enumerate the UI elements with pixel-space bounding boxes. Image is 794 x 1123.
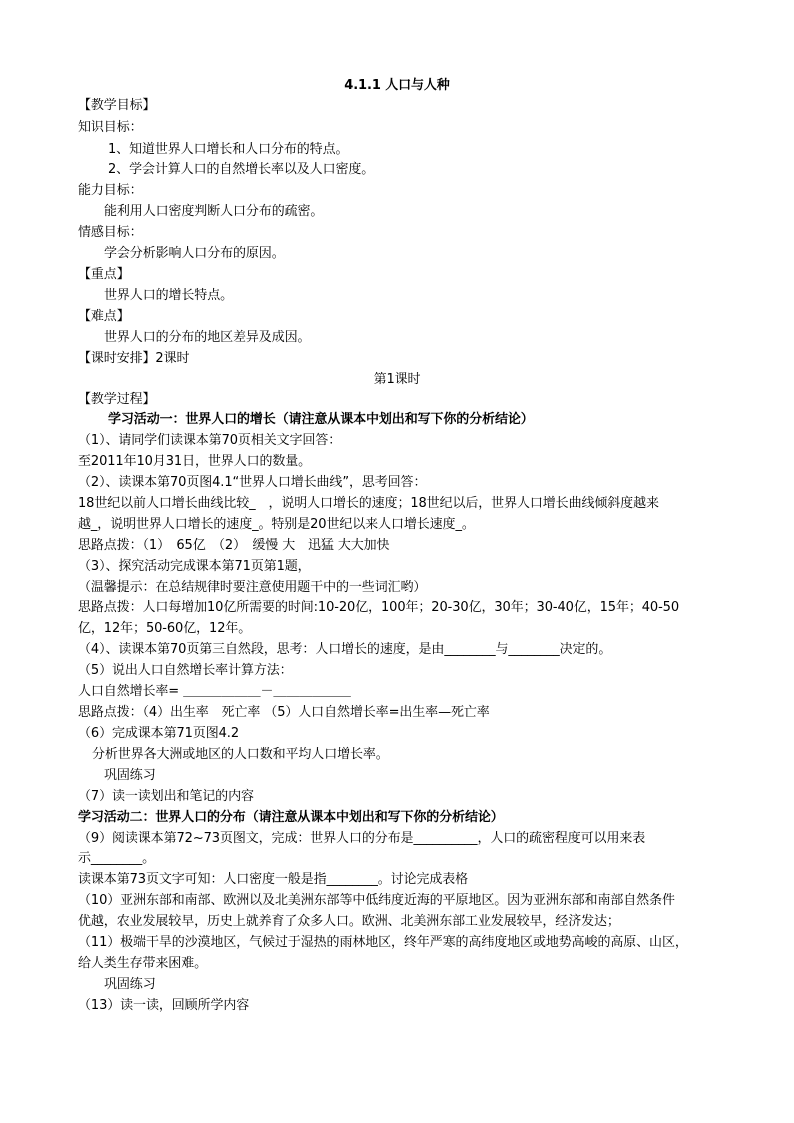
text-line: （2）、读课本第70页图4.1“世界人口增长曲线”，思考回答：	[78, 475, 427, 490]
text-line: 思路点拨：人口每增加10亿所需要的时间:10-20亿，100年；20-30亿，30年；30-40亿，15年；40-50	[78, 600, 680, 615]
text-line: 学会分析影响人口分布的原因。	[104, 246, 285, 261]
text-line: 读课本第73页文字可知：人口密度一般是指________。讨论完成表格	[78, 872, 469, 887]
activity-heading: 学习活动二：世界人口的分布（请注意从课本中划出和写下你的分析结论）	[78, 810, 504, 825]
text-line: 18世纪以前人口增长曲线比较_ ，说明人口增长的速度；18世纪以后，世界人口增长曲线倾斜度越来	[78, 496, 659, 511]
section-heading: 【教学过程】	[78, 392, 156, 407]
text-line: 2、学会计算人口的自然增长率以及人口密度。	[108, 162, 375, 177]
section-heading: 【难点】	[78, 309, 130, 324]
text-line: 至2011年10月31日，世界人口的数量。	[78, 454, 312, 469]
section-heading: 【重点】	[78, 267, 130, 282]
text-line: （5）说出人口自然增长率计算方法：	[78, 663, 293, 678]
text-line: 亿，12年；50-60亿，12年。	[78, 621, 252, 636]
text-line: （7）读一读划出和笔记的内容	[78, 789, 254, 804]
subheading: 情感目标：	[78, 225, 143, 240]
formula-line: 人口自然增长率= ＿＿＿＿＿＿－＿＿＿＿＿＿	[78, 684, 351, 699]
section-heading: 【教学目标】	[78, 98, 156, 113]
text-line: 世界人口的增长特点。	[104, 288, 234, 303]
text-line: （13）读一读，回顾所学内容	[78, 998, 250, 1013]
text-line: （6）完成课本第71页图4.2	[78, 726, 239, 741]
text-line: 1、知道世界人口增长和人口分布的特点。	[108, 142, 349, 157]
subheading: 知识目标：	[78, 120, 143, 135]
text-line: （3）、探究活动完成课本第71页第1题，	[78, 559, 311, 574]
text-line: 世界人口的分布的地区差异及成因。	[104, 330, 311, 345]
text-line: （4）、读课本第70页第三自然段，思考：人口增长的速度，是由________与________决定的。	[78, 642, 612, 657]
text-line: （9）阅读课本第72~73页图文，完成：世界人口的分布是__________，人口的疏密程度可以用来表	[78, 831, 646, 846]
text-line: 思路点拨：（4）出生率 死亡率 （5）人口自然增长率=出生率—死亡率	[78, 705, 490, 720]
text-line: （温馨提示：在总结规律时要注意使用题干中的一些词汇哟）	[78, 580, 427, 595]
lesson-heading: 第1课时	[373, 372, 421, 387]
text-line: （10）亚洲东部和南部、欧洲以及北美洲东部等中低纬度近海的平原地区。因为亚洲东部和南部自然条件	[78, 893, 675, 908]
text-line: 越_，说明世界人口增长的速度_。特别是20世纪以来人口增长速度_。	[78, 517, 475, 532]
text-line: （1）、请同学们读课本第70页相关文字回答：	[78, 433, 342, 448]
subheading: 巩固练习	[104, 768, 156, 783]
section-heading: 【课时安排】2课时	[78, 351, 190, 366]
doc-title: 4.1.1 人口与人种	[344, 78, 450, 93]
subheading: 能力目标：	[78, 183, 143, 198]
text-line: 给人类生存带来困难。	[78, 956, 208, 971]
text-line: （11）极端干旱的沙漠地区，气候过于湿热的雨林地区，终年严寒的高纬度地区或地势高峻的高原、山区，	[78, 935, 688, 950]
subheading: 巩固练习	[104, 977, 156, 992]
text-line: 优越，农业发展较早，历史上就养育了众多人口。欧洲、北美洲东部工业发展较早，经济发达；	[78, 914, 620, 929]
text-line: 分析世界各大洲或地区的人口数和平均人口增长率。	[92, 747, 389, 762]
text-line: 思路点拨：（1） 65亿 （2） 缓慢 大 迅猛 大大加快	[78, 538, 390, 553]
activity-heading: 学习活动一：世界人口的增长（请注意从课本中划出和写下你的分析结论）	[108, 412, 534, 427]
text-line: 示________。	[78, 851, 156, 866]
text-line: 能利用人口密度判断人口分布的疏密。	[104, 204, 324, 219]
